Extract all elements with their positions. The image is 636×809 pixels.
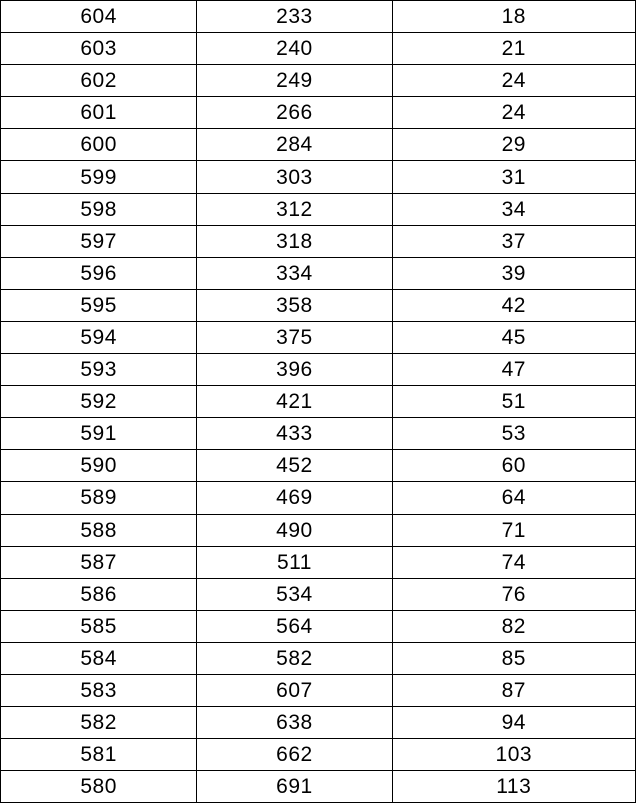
table-row bbox=[1, 707, 636, 739]
table-cell-rank: 233 bbox=[197, 1, 392, 33]
table-cell-count: 39 bbox=[392, 257, 635, 289]
table-row bbox=[1, 257, 636, 289]
table-cell-count: 71 bbox=[392, 514, 635, 546]
table-cell-rank: 266 bbox=[197, 97, 392, 129]
table-cell-rank: 396 bbox=[197, 354, 392, 386]
table-cell-score: 580 bbox=[1, 771, 197, 803]
table-cell-count: 18 bbox=[392, 1, 635, 33]
table-cell-score: 589 bbox=[1, 482, 197, 514]
table-cell-count: 31 bbox=[392, 161, 635, 193]
table-cell-rank: 421 bbox=[197, 386, 392, 418]
table-cell-score: 601 bbox=[1, 97, 197, 129]
table-cell-score: 598 bbox=[1, 193, 197, 225]
table-cell-score: 603 bbox=[1, 33, 197, 65]
table-row bbox=[1, 482, 636, 514]
table-cell-count: 34 bbox=[392, 193, 635, 225]
table-cell-count: 37 bbox=[392, 225, 635, 257]
table-cell-count: 45 bbox=[392, 321, 635, 353]
table-cell-score: 590 bbox=[1, 450, 197, 482]
table-row bbox=[1, 546, 636, 578]
table-cell-count: 60 bbox=[392, 450, 635, 482]
table-row bbox=[1, 514, 636, 546]
table-cell-rank: 564 bbox=[197, 610, 392, 642]
table-row bbox=[1, 354, 636, 386]
table-cell-score: 592 bbox=[1, 386, 197, 418]
table-row bbox=[1, 161, 636, 193]
table-cell-count: 24 bbox=[392, 65, 635, 97]
table-cell-count: 51 bbox=[392, 386, 635, 418]
table-cell-count: 87 bbox=[392, 674, 635, 706]
table-cell-rank: 249 bbox=[197, 65, 392, 97]
table-cell-count: 85 bbox=[392, 642, 635, 674]
table-cell-rank: 375 bbox=[197, 321, 392, 353]
table-row bbox=[1, 193, 636, 225]
table-cell-rank: 691 bbox=[197, 771, 392, 803]
table-cell-score: 597 bbox=[1, 225, 197, 257]
table-cell-score: 586 bbox=[1, 578, 197, 610]
table-cell-rank: 469 bbox=[197, 482, 392, 514]
table-cell-score: 588 bbox=[1, 514, 197, 546]
table-body bbox=[1, 1, 636, 803]
table-cell-rank: 582 bbox=[197, 642, 392, 674]
table-cell-rank: 662 bbox=[197, 739, 392, 771]
table-cell-count: 74 bbox=[392, 546, 635, 578]
table-row bbox=[1, 386, 636, 418]
table-row bbox=[1, 97, 636, 129]
table-row bbox=[1, 610, 636, 642]
table-cell-count: 53 bbox=[392, 418, 635, 450]
table-cell-count: 24 bbox=[392, 97, 635, 129]
table-row bbox=[1, 129, 636, 161]
table-cell-rank: 511 bbox=[197, 546, 392, 578]
table-cell-rank: 534 bbox=[197, 578, 392, 610]
table-cell-score: 591 bbox=[1, 418, 197, 450]
table-cell-count: 113 bbox=[392, 771, 635, 803]
table-cell-count: 76 bbox=[392, 578, 635, 610]
table-cell-rank: 607 bbox=[197, 674, 392, 706]
table-cell-score: 585 bbox=[1, 610, 197, 642]
table-row bbox=[1, 771, 636, 803]
table-row bbox=[1, 33, 636, 65]
table-cell-count: 94 bbox=[392, 707, 635, 739]
table-row bbox=[1, 450, 636, 482]
table-cell-score: 602 bbox=[1, 65, 197, 97]
table-cell-score: 595 bbox=[1, 289, 197, 321]
table-cell-count: 64 bbox=[392, 482, 635, 514]
table-row bbox=[1, 418, 636, 450]
table-cell-rank: 452 bbox=[197, 450, 392, 482]
table-cell-count: 21 bbox=[392, 33, 635, 65]
table-row bbox=[1, 225, 636, 257]
table-row bbox=[1, 65, 636, 97]
table-cell-score: 596 bbox=[1, 257, 197, 289]
table-cell-count: 47 bbox=[392, 354, 635, 386]
table-cell-count: 82 bbox=[392, 610, 635, 642]
table-cell-score: 584 bbox=[1, 642, 197, 674]
table-cell-score: 600 bbox=[1, 129, 197, 161]
table-row bbox=[1, 674, 636, 706]
table-cell-score: 581 bbox=[1, 739, 197, 771]
table-cell-score: 583 bbox=[1, 674, 197, 706]
table-row bbox=[1, 642, 636, 674]
table-row bbox=[1, 578, 636, 610]
table-row bbox=[1, 289, 636, 321]
table-cell-rank: 433 bbox=[197, 418, 392, 450]
table-cell-rank: 284 bbox=[197, 129, 392, 161]
table-cell-count: 29 bbox=[392, 129, 635, 161]
table-cell-score: 587 bbox=[1, 546, 197, 578]
table-cell-rank: 303 bbox=[197, 161, 392, 193]
table-cell-rank: 318 bbox=[197, 225, 392, 257]
table-cell-rank: 312 bbox=[197, 193, 392, 225]
table-row bbox=[1, 1, 636, 33]
table-cell-rank: 240 bbox=[197, 33, 392, 65]
table-row bbox=[1, 739, 636, 771]
table-cell-rank: 638 bbox=[197, 707, 392, 739]
table-cell-rank: 334 bbox=[197, 257, 392, 289]
table-cell-count: 42 bbox=[392, 289, 635, 321]
table-cell-score: 593 bbox=[1, 354, 197, 386]
table-cell-count: 103 bbox=[392, 739, 635, 771]
table-cell-score: 594 bbox=[1, 321, 197, 353]
table-cell-score: 604 bbox=[1, 1, 197, 33]
table-cell-rank: 358 bbox=[197, 289, 392, 321]
table-cell-rank: 490 bbox=[197, 514, 392, 546]
table-cell-score: 582 bbox=[1, 707, 197, 739]
table-cell-score: 599 bbox=[1, 161, 197, 193]
table-row bbox=[1, 321, 636, 353]
